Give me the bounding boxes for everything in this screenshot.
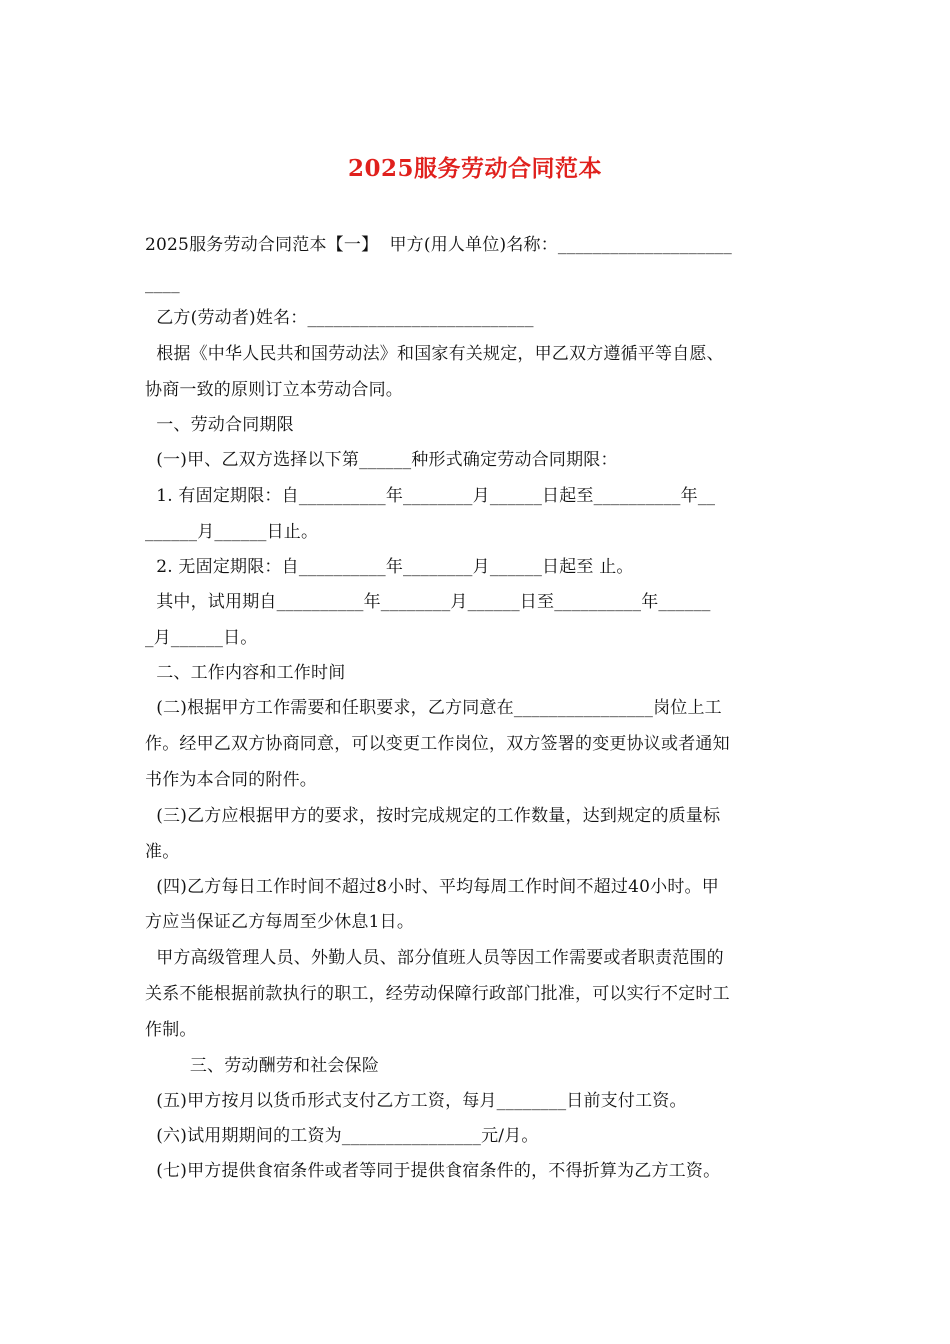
contract-line: 协商一致的原则订立本劳动合同。 xyxy=(145,380,403,400)
contract-line: (六)试用期期间的工资为________________元/月。 xyxy=(145,1126,539,1146)
contract-line: 方应当保证乙方每周至少休息1日。 xyxy=(145,912,415,932)
contract-line: 作。经甲乙双方协商同意，可以变更工作岗位，双方签署的变更协议或者通知 xyxy=(145,734,730,754)
contract-line: 书作为本合同的附件。 xyxy=(145,770,317,790)
contract-line: 其中，试用期自__________年________月______日至__________年______ xyxy=(145,592,711,612)
contract-line: 1. 有固定期限：自__________年________月______日起至__________年__ xyxy=(145,486,716,506)
contract-line: (三)乙方应根据甲方的要求，按时完成规定的工作数量，达到规定的质量标 xyxy=(145,806,721,826)
contract-line: 乙方(劳动者)姓名：__________________________ xyxy=(145,308,534,328)
contract-line: 准。 xyxy=(145,842,180,862)
section-heading: 三、劳动酬劳和社会保险 xyxy=(145,1056,380,1076)
contract-line: (四)乙方每日工作时间不超过8小时、平均每周工作时间不超过40小时。甲 xyxy=(145,877,719,897)
contract-line: 2. 无固定期限：自__________年________月______日起至 止。 xyxy=(145,557,634,577)
contract-line: (一)甲、乙双方选择以下第______种形式确定劳动合同期限： xyxy=(145,450,618,470)
contract-line: 甲方高级管理人员、外勤人员、部分值班人员等因工作需要或者职责范围的 xyxy=(145,948,724,968)
contract-line: 根据《中华人民共和国劳动法》和国家有关规定，甲乙双方遵循平等自愿、 xyxy=(145,344,724,364)
section-heading: 一、劳动合同期限 xyxy=(145,415,294,435)
contract-line: (二)根据甲方工作需要和任职要求，乙方同意在________________岗位上工 xyxy=(145,698,722,718)
document-title: 2025服务劳动合同范本 xyxy=(347,155,602,182)
contract-line: ______月______日止。 xyxy=(145,522,319,542)
section-heading: 二、工作内容和工作时间 xyxy=(145,663,346,683)
contract-line: ____ xyxy=(145,274,180,294)
contract-line: 作制。 xyxy=(145,1020,197,1040)
contract-line: _月______日。 xyxy=(145,628,258,648)
contract-line: 2025服务劳动合同范本【一】 甲方(用人单位)名称：____________________ xyxy=(145,235,732,255)
contract-line: (五)甲方按月以货币形式支付乙方工资，每月________日前支付工资。 xyxy=(145,1091,687,1111)
contract-line: 关系不能根据前款执行的职工，经劳动保障行政部门批准，可以实行不定时工 xyxy=(145,984,730,1004)
contract-line: (七)甲方提供食宿条件或者等同于提供食宿条件的，不得折算为乙方工资。 xyxy=(145,1161,721,1181)
